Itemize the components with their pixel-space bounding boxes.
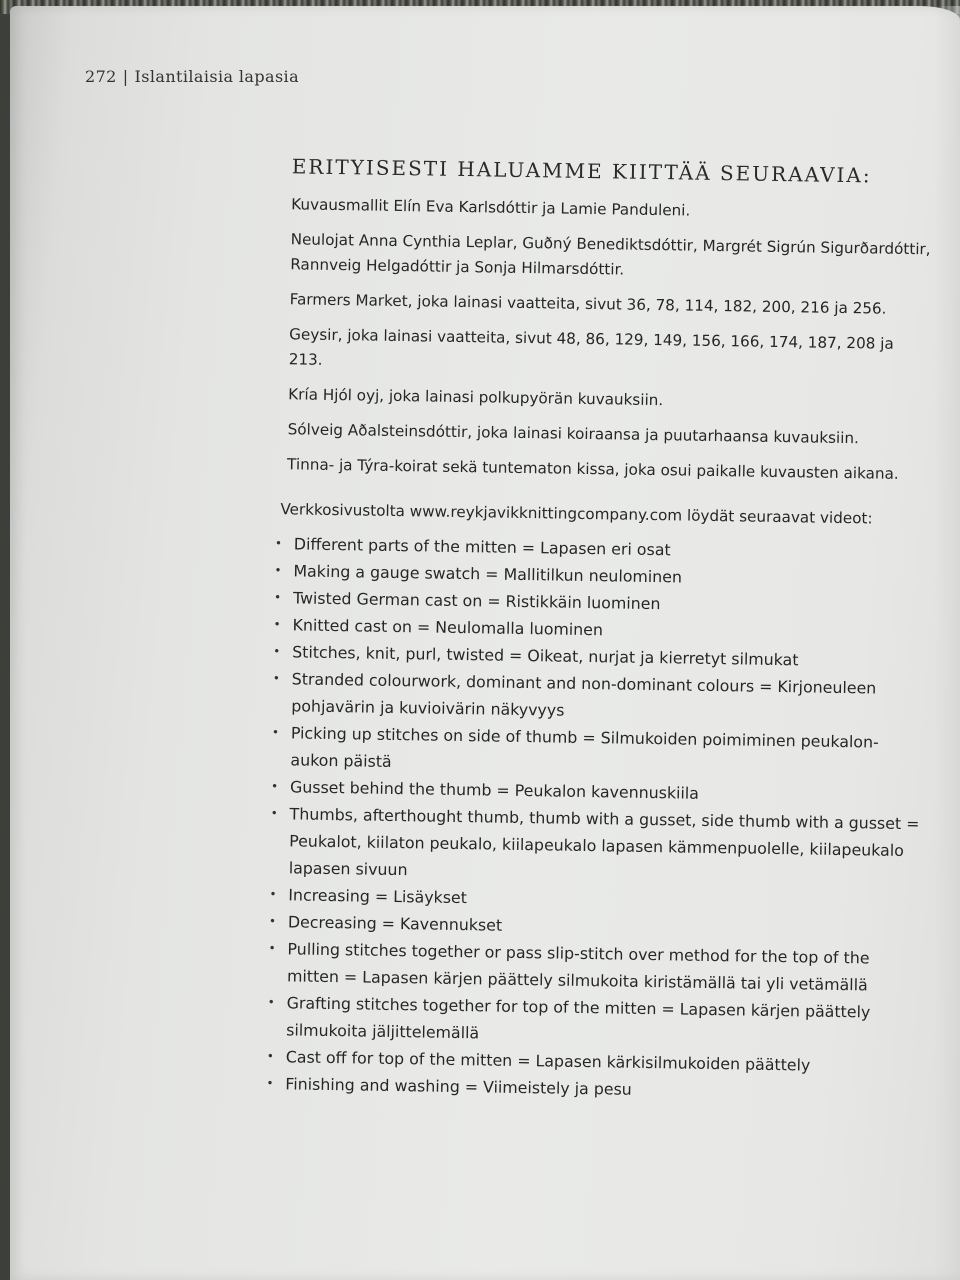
bullet-icon: • (273, 590, 282, 605)
bullet-icon: • (267, 995, 275, 1010)
book-title: Islantilaisia lapasia (134, 67, 300, 86)
acknowledgements (267, 192, 931, 487)
video-title: Knitted cast on = Neulomalla luominen (292, 615, 604, 640)
bullet-icon: • (270, 806, 278, 821)
bullet-icon: • (271, 725, 280, 740)
video-list-item (261, 800, 922, 891)
video-title: Gusset behind the thumb = Peukalon kavennuskiila (289, 777, 700, 803)
acknowledgement-line: Sólveig Aðalsteinsdóttir, joka lainasi koiraansa ja puutarhaansa kuvauksiin. (287, 420, 860, 448)
video-title: Increasing = Lisäykset (288, 885, 468, 908)
videos-intro: Verkkosivustolta www.reykjavikknittingcompany.com löydät seuraavat videot: (280, 500, 873, 528)
bullet-icon: • (266, 1076, 274, 1091)
acknowledgement-line: Farmers Market, joka lainasi vaatteita, sivut 36, 78, 114, 182, 200, 216 ja 256. (289, 290, 887, 318)
bullet-icon: • (274, 536, 283, 551)
bullet-icon: • (273, 617, 281, 632)
video-title: Stitches, knit, purl, twisted = Oikeat, nurjat ja kierretyt silmukat (292, 642, 799, 670)
video-title: Pulling stitches together or pass slip-stitch over method for the top of the mitten = Lapasen kärjen päättely silmukoita kiristämällä tai yli vetämällä (286, 939, 870, 995)
acknowledgement-line: Kría Hjól oyj, joka lainasi polkupyörän kuvauksiin. (288, 385, 664, 410)
bullet-icon: • (269, 887, 277, 902)
video-title: Grafting stitches together for top of the mitten = Lapasen kärjen päättely silmukoita jäljittelemällä (286, 993, 871, 1043)
acknowledgement-line: Tinna- ja Týra-koirat sekä tuntematon kissa, joka osui paikalle kuvausten aikana. (286, 455, 899, 483)
video-title: Stranded colourwork, dominant and non-dominant colours = Kirjoneuleen pohjavärin ja kuvioivärin näkyvyys (291, 669, 877, 720)
bullet-icon: • (274, 563, 282, 578)
video-title: Thumbs, afterthought thumb, thumb with a gusset, side thumb with a gusset = Peukalot, kiilaton peukalo, kiilapeukalo lapasen kämmenpuolelle, kiilapeukalo lapasen sivuun (288, 804, 920, 880)
video-title: Picking up stitches on side of thumb = Silmukoiden poimiminen peukalon-aukon päistä (290, 723, 879, 771)
video-title: Finishing and washing = Viimeistely ja pesu (285, 1074, 632, 1099)
page-number: 272 (85, 67, 117, 86)
running-head-separator: | (122, 67, 129, 86)
acknowledgement-line: Kuvausmallit Elín Eva Karlsdóttir ja Lamie Panduleni. (291, 195, 691, 220)
acknowledgement-line: Geysir, joka lainasi vaatteita, sivut 48, 86, 129, 149, 156, 166, 174, 187, 208 ja 213. (288, 325, 894, 369)
bullet-icon: • (268, 941, 276, 956)
bullet-icon: • (266, 1049, 275, 1064)
video-title: Twisted German cast on = Ristikkäin luominen (292, 588, 661, 614)
video-title: Decreasing = Kavennukset (287, 912, 503, 935)
bullet-icon: • (272, 671, 280, 686)
video-list (257, 530, 926, 1107)
video-title: Cast off for top of the mitten = Lapasen kärkisilmukoiden päättely (285, 1047, 811, 1075)
bullet-icon: • (270, 779, 279, 794)
video-title: Making a gauge swatch = Mallitilkun neulominen (293, 561, 683, 587)
acknowledgement-line: Neulojat Anna Cynthia Leplar, Guðný Benediktsdóttir, Margrét Sigrún Sigurðardóttir, Rannveig Helgadóttir ja Sonja Hilmarsdóttir. (290, 230, 931, 279)
video-title: Different parts of the mitten = Lapasen eri osat (293, 534, 671, 560)
bullet-icon: • (273, 644, 281, 659)
section-heading: ERITYISESTI HALUAMME KIITTÄÄ SEURAAVIA: (291, 154, 872, 188)
book-page (10, 6, 960, 1280)
bullet-icon: • (268, 914, 277, 929)
page-content (257, 154, 932, 1107)
running-head (85, 67, 299, 86)
